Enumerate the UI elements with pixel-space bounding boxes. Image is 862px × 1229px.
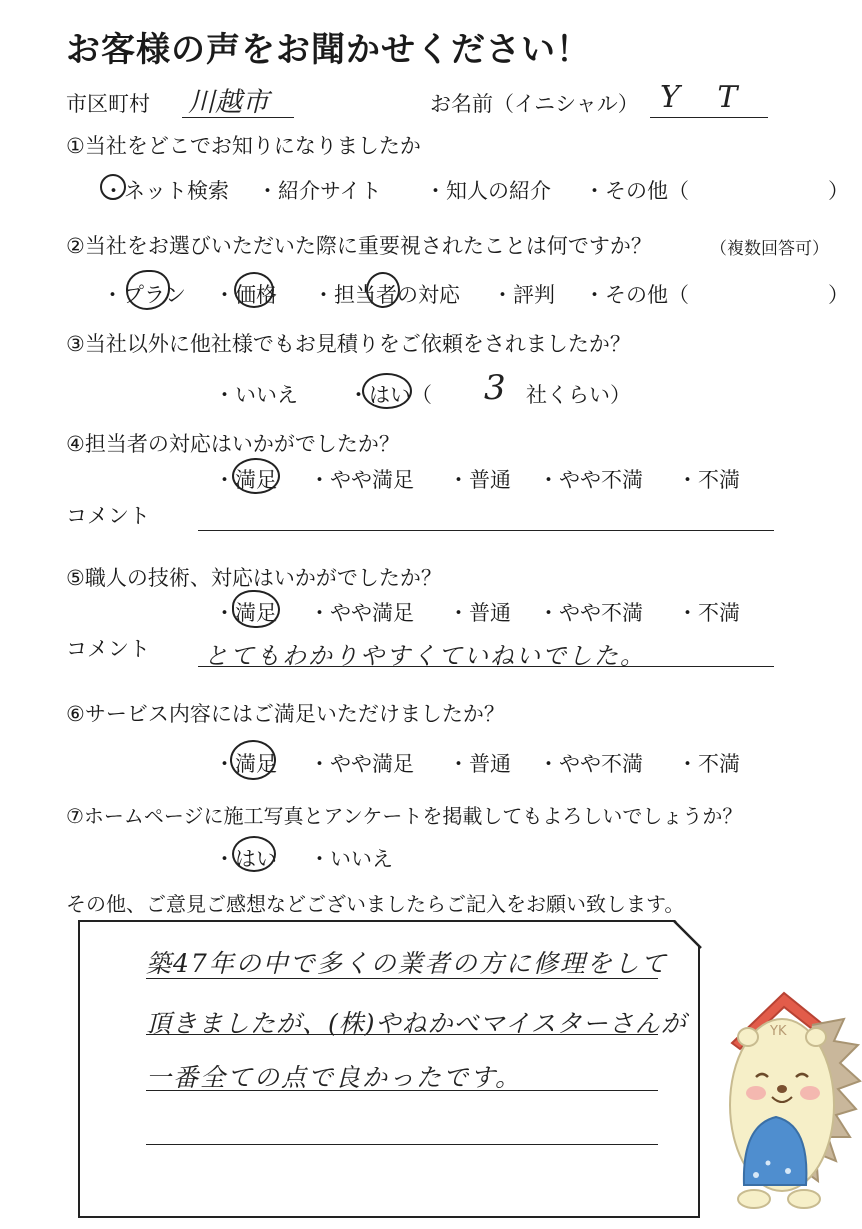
q2-option-reputation[interactable]: ・評判 (492, 283, 555, 307)
q2-question: ②当社をお選びいただいた際に重要視されたことは何ですか？ (66, 234, 652, 258)
q7-option-yes[interactable]: ・はい (214, 847, 277, 871)
q6-option-somewhat-satisfied[interactable]: ・やや満足 (309, 752, 414, 776)
q2-option-price[interactable]: ・価格 (214, 283, 277, 307)
q7-question: ⑦ホームページに施工写真とアンケートを掲載してもよろしいでしょうか？ (66, 804, 743, 828)
comment-line-1: 築47年の中で多くの業者の方に修理をして (146, 949, 668, 978)
q4-comment-line (198, 530, 774, 531)
city-underline (182, 117, 294, 118)
q1-question: ①当社をどこでお知りになりましたか (66, 134, 421, 158)
q1-option-acquaintance[interactable]: ・知人の紹介 (425, 179, 551, 203)
q5-satisfied-mark (232, 590, 280, 628)
q2-price-mark (234, 272, 274, 308)
name-value: Y T (660, 80, 752, 115)
q6-option-somewhat-dissatisfied[interactable]: ・やや不満 (538, 752, 643, 776)
q5-option-somewhat-satisfied[interactable]: ・やや満足 (309, 601, 414, 625)
q2-option-staff[interactable]: ・担当者の対応 (313, 283, 460, 307)
q5-option-satisfied[interactable]: ・満足 (214, 601, 277, 625)
name-underline (650, 117, 768, 118)
comment-line-3: 一番全ての点で良かったです。 (146, 1063, 523, 1092)
q3-question: ③当社以外に他社様でもお見積りをご依頼をされましたか？ (66, 332, 631, 356)
q6-satisfied-mark (230, 740, 276, 780)
q4-option-satisfied[interactable]: ・満足 (214, 468, 277, 492)
q1-option-net-search[interactable]: ・ネット検索 (103, 179, 229, 203)
q2-staff-mark (366, 272, 400, 308)
q5-comment-value[interactable]: とてもわかりやすくていねいでした。 (204, 642, 646, 670)
q4-option-dissatisfied[interactable]: ・不満 (677, 468, 740, 492)
mascot-badge: YK (770, 1024, 787, 1039)
q7-option-no[interactable]: ・いいえ (309, 847, 393, 871)
q4-option-somewhat-satisfied[interactable]: ・やや満足 (309, 468, 414, 492)
q2-option-other[interactable]: ・その他（ (584, 283, 689, 307)
q5-option-neutral[interactable]: ・普通 (448, 601, 511, 625)
comment-box-corner (672, 920, 704, 950)
q3-option-no[interactable]: ・いいえ (214, 383, 298, 407)
q4-option-neutral[interactable]: ・普通 (448, 468, 511, 492)
q4-question: ④担当者の対応はいかがでしたか？ (66, 432, 400, 456)
other-prompt: その他、ご意見ご感想などございましたらご記入をお願い致します。 (66, 892, 685, 916)
comment-rule-2 (146, 1034, 658, 1035)
q5-option-dissatisfied[interactable]: ・不満 (677, 601, 740, 625)
q3-count: 3 (484, 368, 506, 408)
q5-option-somewhat-dissatisfied[interactable]: ・やや不満 (538, 601, 643, 625)
q1-selection-mark (100, 174, 126, 200)
q5-question: ⑤職人の技術、対応はいかがでしたか？ (66, 566, 442, 590)
comment-rule-3 (146, 1090, 658, 1091)
name-label: お名前（イニシャル） (430, 92, 639, 116)
city-value: 川越市 (188, 87, 269, 118)
q1-option-referral-site[interactable]: ・紹介サイト (257, 179, 382, 203)
q3-count-suffix: 社くらい） (526, 383, 631, 407)
page-title: お客様の声をお聞かせください！ (66, 30, 591, 70)
q2-option-plan[interactable]: ・プラン (102, 283, 186, 307)
q2-note: （複数回答可） (710, 239, 829, 259)
q2-other-close: ） (828, 283, 849, 307)
q6-question: ⑥サービス内容にはご満足いただけましたか？ (66, 702, 505, 726)
q1-other-close: ） (828, 179, 849, 203)
q6-option-satisfied[interactable]: ・満足 (214, 752, 277, 776)
city-label: 市区町村 (66, 92, 150, 116)
comment-rule-1 (146, 978, 658, 979)
q3-yes-mark (362, 373, 412, 409)
comment-rule-4 (146, 1144, 658, 1145)
q6-option-dissatisfied[interactable]: ・不満 (677, 752, 740, 776)
q6-option-neutral[interactable]: ・普通 (448, 752, 511, 776)
hedgehog-mascot-icon (726, 985, 862, 1221)
q4-satisfied-mark (232, 458, 280, 494)
q7-yes-mark (232, 836, 276, 872)
comment-line-2: 頂きましたが、(株)やねかべマイスターさんが (146, 1009, 687, 1038)
q4-option-somewhat-dissatisfied[interactable]: ・やや不満 (538, 468, 643, 492)
q5-comment-label: コメント (66, 637, 150, 661)
q3-option-yes[interactable]: ・はい（ (348, 383, 432, 407)
q1-option-other[interactable]: ・その他（ (584, 179, 689, 203)
q4-comment-label: コメント (66, 504, 150, 528)
q5-comment-line (198, 666, 774, 667)
